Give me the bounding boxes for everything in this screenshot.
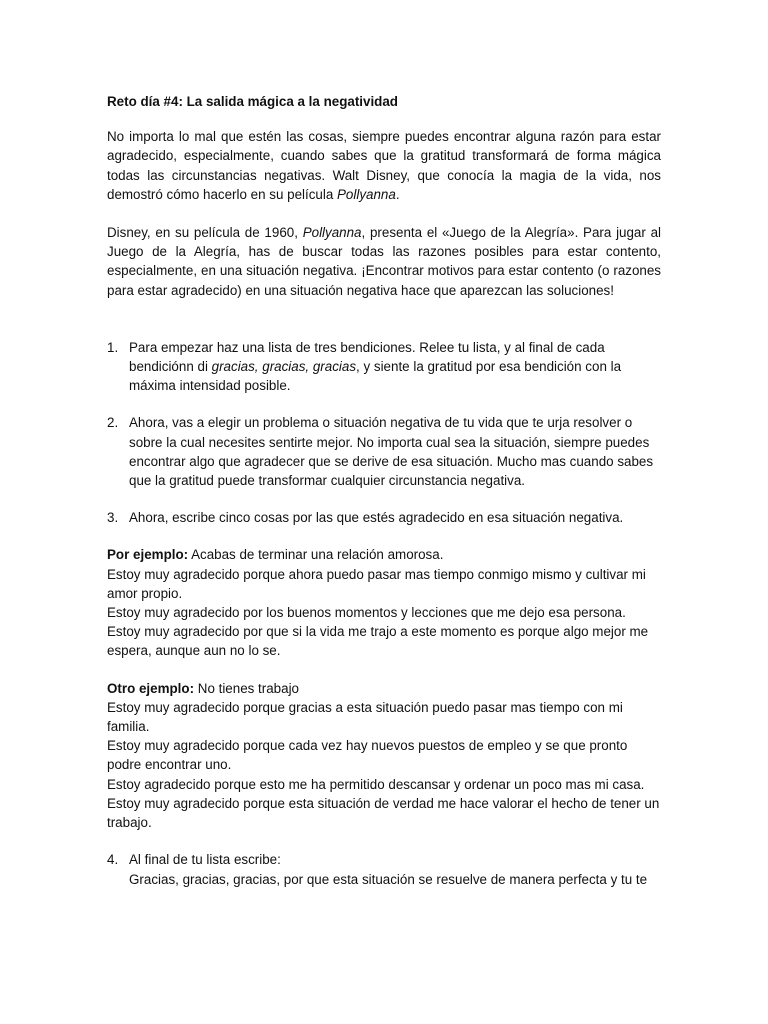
example-2-heading: [107, 679, 661, 698]
step-number: 4.: [107, 852, 119, 868]
intro-p1-text: No importa lo mal que estén las cosas, siempre puedes encontrar alguna razón para estar agradecido, especialmente, cuando sabes que la gratitud transformará de forma mágica todas las circunstancias negativas. Walt Disney, que conocía la magia de la vida, nos demostró cómo hacerlo en su película: [107, 129, 661, 202]
example-2-topic: No tienes trabajo: [194, 680, 300, 696]
step-1-text-start: Para empezar haz una lista de tres bendiciones. Relee tu lista, y al final de cada bendiciónn di: [129, 339, 605, 375]
example-1: [107, 545, 661, 660]
step-text: Ahora, escribe cinco cosas por las que estés agradecido en esa situación negativa.: [129, 510, 624, 526]
document-page: [107, 92, 661, 907]
example-line: Estoy muy agradecido por los buenos momentos y lecciones que me dejo esa persona.: [107, 605, 626, 621]
step-1-italic-phrase: gracias, gracias, gracias: [211, 359, 357, 375]
example-1-label: Por ejemplo:: [107, 547, 189, 563]
step-text: [129, 338, 661, 396]
intro-p1-film-title: Pollyanna: [337, 186, 396, 202]
intro-p2-text: , presenta el «Juego de la Alegría». Para jugar al Juego de la Alegría, has de buscar todas las razones posibles para estar contento, especialmente, en una situación negativa. ¡Encontrar motivos para estar contento (o razones para estar agradecido) en una situación negativa hace que aparezcan las soluciones!: [107, 225, 661, 298]
intro-p1-end: .: [395, 186, 400, 202]
step-1: [107, 338, 661, 396]
example-1-heading: [107, 545, 661, 564]
step-1-text-end: , y siente la gratitud por esa bendición con la máxima intensidad posible.: [129, 359, 622, 394]
intro-p2-film-title: Pollyanna: [302, 225, 362, 241]
step-text: Ahora, vas a elegir un problema o situación negativa de tu vida que te urja resolver o sobre la cual necesites sentirte mejor. No importa cual sea la situación, siempre puedes encontrar algo que agradecer que se derive de esa situación. Mucho mas cuando sabes que la gratitud puede transformar cualquier circunstancia negativa.: [129, 415, 654, 489]
step-4-text: Al final de tu lista escribe:: [129, 852, 281, 868]
step-4: [107, 850, 661, 888]
step-2: [107, 413, 661, 490]
step-number: 1.: [107, 339, 119, 355]
step-text: [129, 850, 661, 888]
step-3: [107, 508, 661, 527]
example-line: Estoy muy agradecido porque ahora puedo pasar mas tiempo conmigo mismo y cultivar mi amor propio.: [107, 566, 646, 601]
intro-paragraph-1: [107, 127, 661, 204]
spacer: [107, 319, 661, 338]
example-line: Estoy agradecido porque esto me ha permitido descansar y ordenar un poco mas mi casa.: [107, 776, 645, 792]
example-line: Estoy muy agradecido porque esta situación de verdad me hace valorar el hecho de tener un trabajo.: [107, 795, 660, 831]
example-line: Estoy muy agradecido por que si la vida me trajo a este momento es porque algo mejor me espera, aunque aun no lo se.: [107, 624, 649, 659]
example-1-topic: Acabas de terminar una relación amorosa.: [188, 547, 444, 563]
example-line: Estoy muy agradecido porque cada vez hay nuevos puestos de empleo y se que pronto podre encontrar uno.: [107, 738, 628, 773]
example-2: [107, 679, 661, 833]
example-2-label: Otro ejemplo:: [107, 680, 195, 696]
step-number: 2.: [107, 415, 119, 431]
step-4-continuation: Gracias, gracias, gracias, por que esta situación se resuelve de manera perfecta y tu te: [129, 871, 648, 887]
intro-paragraph-2: [107, 223, 661, 300]
example-line: Estoy muy agradecido porque gracias a esta situación puedo pasar mas tiempo con mi familia.: [107, 699, 623, 735]
intro-p2-start: Disney, en su película de 1960,: [107, 225, 303, 241]
document-title: Reto día #4: La salida mágica a la negatividad: [107, 94, 398, 109]
step-number: 3.: [107, 510, 119, 526]
